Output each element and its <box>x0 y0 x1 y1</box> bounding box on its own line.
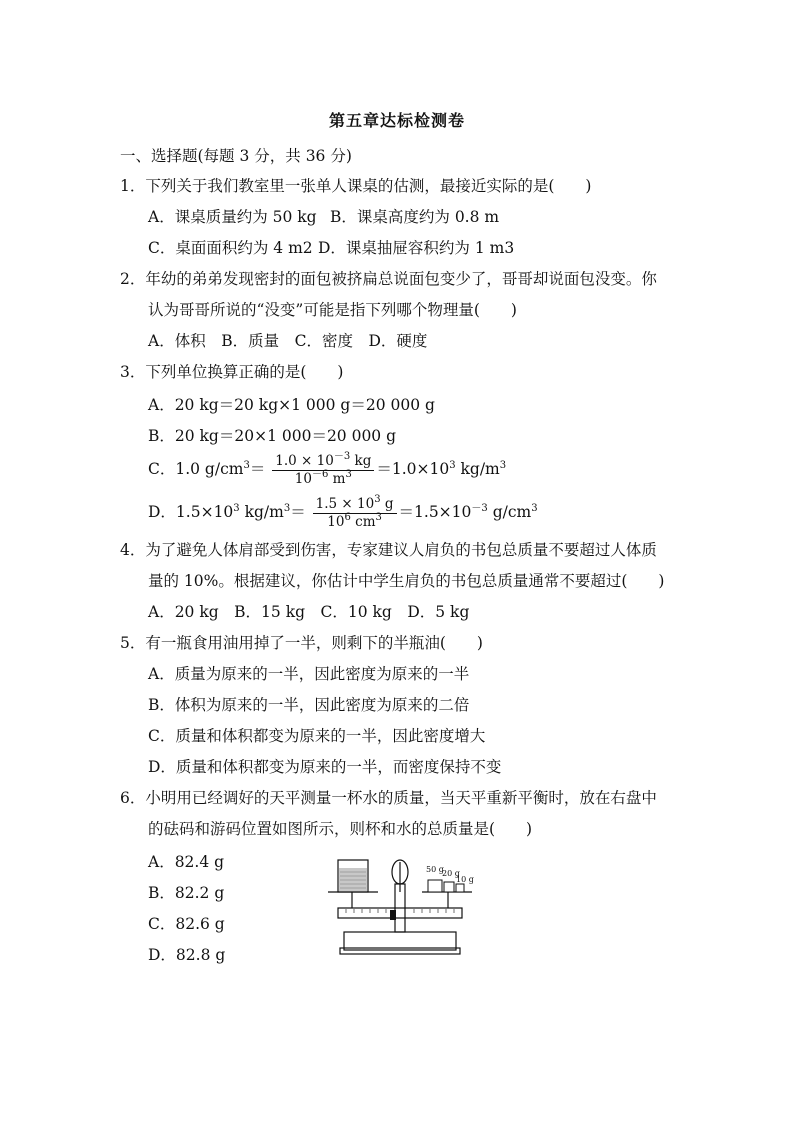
q1-option-d: D．课桌抽屉容积约为 1 m3 <box>318 239 515 257</box>
q3-stem: 3．下列单位换算正确的是( ) <box>120 363 344 381</box>
label-10g: 10 g <box>456 875 474 884</box>
balance-base-foot <box>340 948 460 954</box>
q6-stem-line1: 6．小明用已经调好的天平测量一杯水的质量，当天平重新平衡时，放在右盘中 <box>120 789 657 807</box>
balance-beam <box>338 908 462 918</box>
weight-10g <box>456 884 464 892</box>
q3-option-a: A．20 kg＝20 kg×1 000 g＝20 000 g <box>148 396 435 414</box>
weight-20g <box>444 882 454 892</box>
q5-option-a: A．质量为原来的一半，因此密度为原来的一半 <box>148 665 470 683</box>
q3-d-denominator: $10^6$ $cm^3$ <box>327 511 382 530</box>
q5-option-b: B．体积为原来的一半，因此密度为原来的二倍 <box>148 696 470 714</box>
section-heading: 一、选择题(每题 3 分，共 36 分) <box>120 147 352 165</box>
q3-d-numerator: $1.5 \times 10^3$ g <box>313 496 397 514</box>
q3-d-fraction <box>313 493 397 531</box>
q3-c-result: ＝1.0×10 <box>376 460 450 478</box>
q6-option-c: C．82.6 g <box>148 915 225 933</box>
weight-50g <box>428 880 442 892</box>
q3-c-eq: ＝ <box>249 460 266 478</box>
q4-stem-line1: 4．为了避免人体肩部受到伤害，专家建议人肩负的书包总质量不要超过人体质 <box>120 541 657 559</box>
q3-c-denominator: $10^{-6}$ $m^3$ <box>294 468 352 487</box>
q4-stem-line2: 量的 10%。根据建议，你估计中学生肩负的书包总质量通常不要超过( ) <box>148 572 665 590</box>
water <box>339 868 367 891</box>
label-50g: 50 g <box>426 865 444 874</box>
q2-options: A．体积 B．质量 C．密度 D．硬度 <box>148 332 428 350</box>
q3-c-prefix-exp: 3 <box>243 460 250 471</box>
q3-c-fraction <box>272 450 374 488</box>
q2-stem-line2: 认为哥哥所说的“没变”可能是指下列哪个物理量( ) <box>148 301 517 319</box>
q3-option-b: B．20 kg＝20×1 000＝20 000 g <box>148 427 397 445</box>
page-title: 第五章达标检测卷 <box>328 111 465 130</box>
label-20g: 20 g <box>442 869 460 878</box>
q5-option-d: D．质量和体积都变为原来的一半，而密度保持不变 <box>148 758 502 776</box>
q4-options: A．20 kg B．15 kg C．10 kg D．5 kg <box>148 603 470 621</box>
q1-stem: 1．下列关于我们教室里一张单人课桌的估测，最接近实际的是( ) <box>120 177 592 195</box>
q5-option-c: C．质量和体积都变为原来的一半，因此密度增大 <box>148 727 486 745</box>
q2-stem-line1: 2．年幼的弟弟发现密封的面包被挤扁总说面包变少了，哥哥却说面包没变。你 <box>120 270 657 288</box>
q3-c-prefix: C．1.0 g/cm <box>148 460 244 478</box>
q3-d-result: ＝1.5×10 <box>398 503 472 521</box>
balance-base <box>344 932 456 950</box>
q6-option-a: A．82.4 g <box>148 853 225 871</box>
balance-figure <box>322 852 478 956</box>
q3-c-numerator: $1.0 \times 10^{-3}$ kg <box>272 453 374 471</box>
q6-option-b: B．82.2 g <box>148 884 225 902</box>
q3-option-d: D．$1.5\times 10^3$ $kg/m^3=$ $\frac{1.5 \times 10^3 g}{10^6 cm^3}$ $=1.5\times 10^{-3}$ $g/cm^3$ <box>148 493 538 530</box>
q5-stem: 5．有一瓶食用油用掉了一半，则剩下的半瓶油( ) <box>120 634 483 652</box>
q6-stem-line2: 的砝码和游码位置如图所示，则杯和水的总质量是( ) <box>148 820 533 838</box>
q3-option-c: C．1.0 $g/cm^3=$ $\frac{1.0 \times 10^{-3} kg}{10^{-6} m^3}$ $=1.0\times 10^3$ $kg/m^3$ <box>148 450 507 487</box>
q6-option-d: D．82.8 g <box>148 946 226 964</box>
rider <box>390 910 396 920</box>
q3-d-eq: ＝ <box>290 503 306 521</box>
q1-option-c: C．桌面面积约为 4 m2 <box>148 239 313 257</box>
q3-d-prefix: D．1.5×10 <box>148 503 234 521</box>
q1-option-a: A．课桌质量约为 50 kg <box>148 208 317 226</box>
q1-option-b: B．课桌高度约为 0.8 m <box>330 208 500 226</box>
